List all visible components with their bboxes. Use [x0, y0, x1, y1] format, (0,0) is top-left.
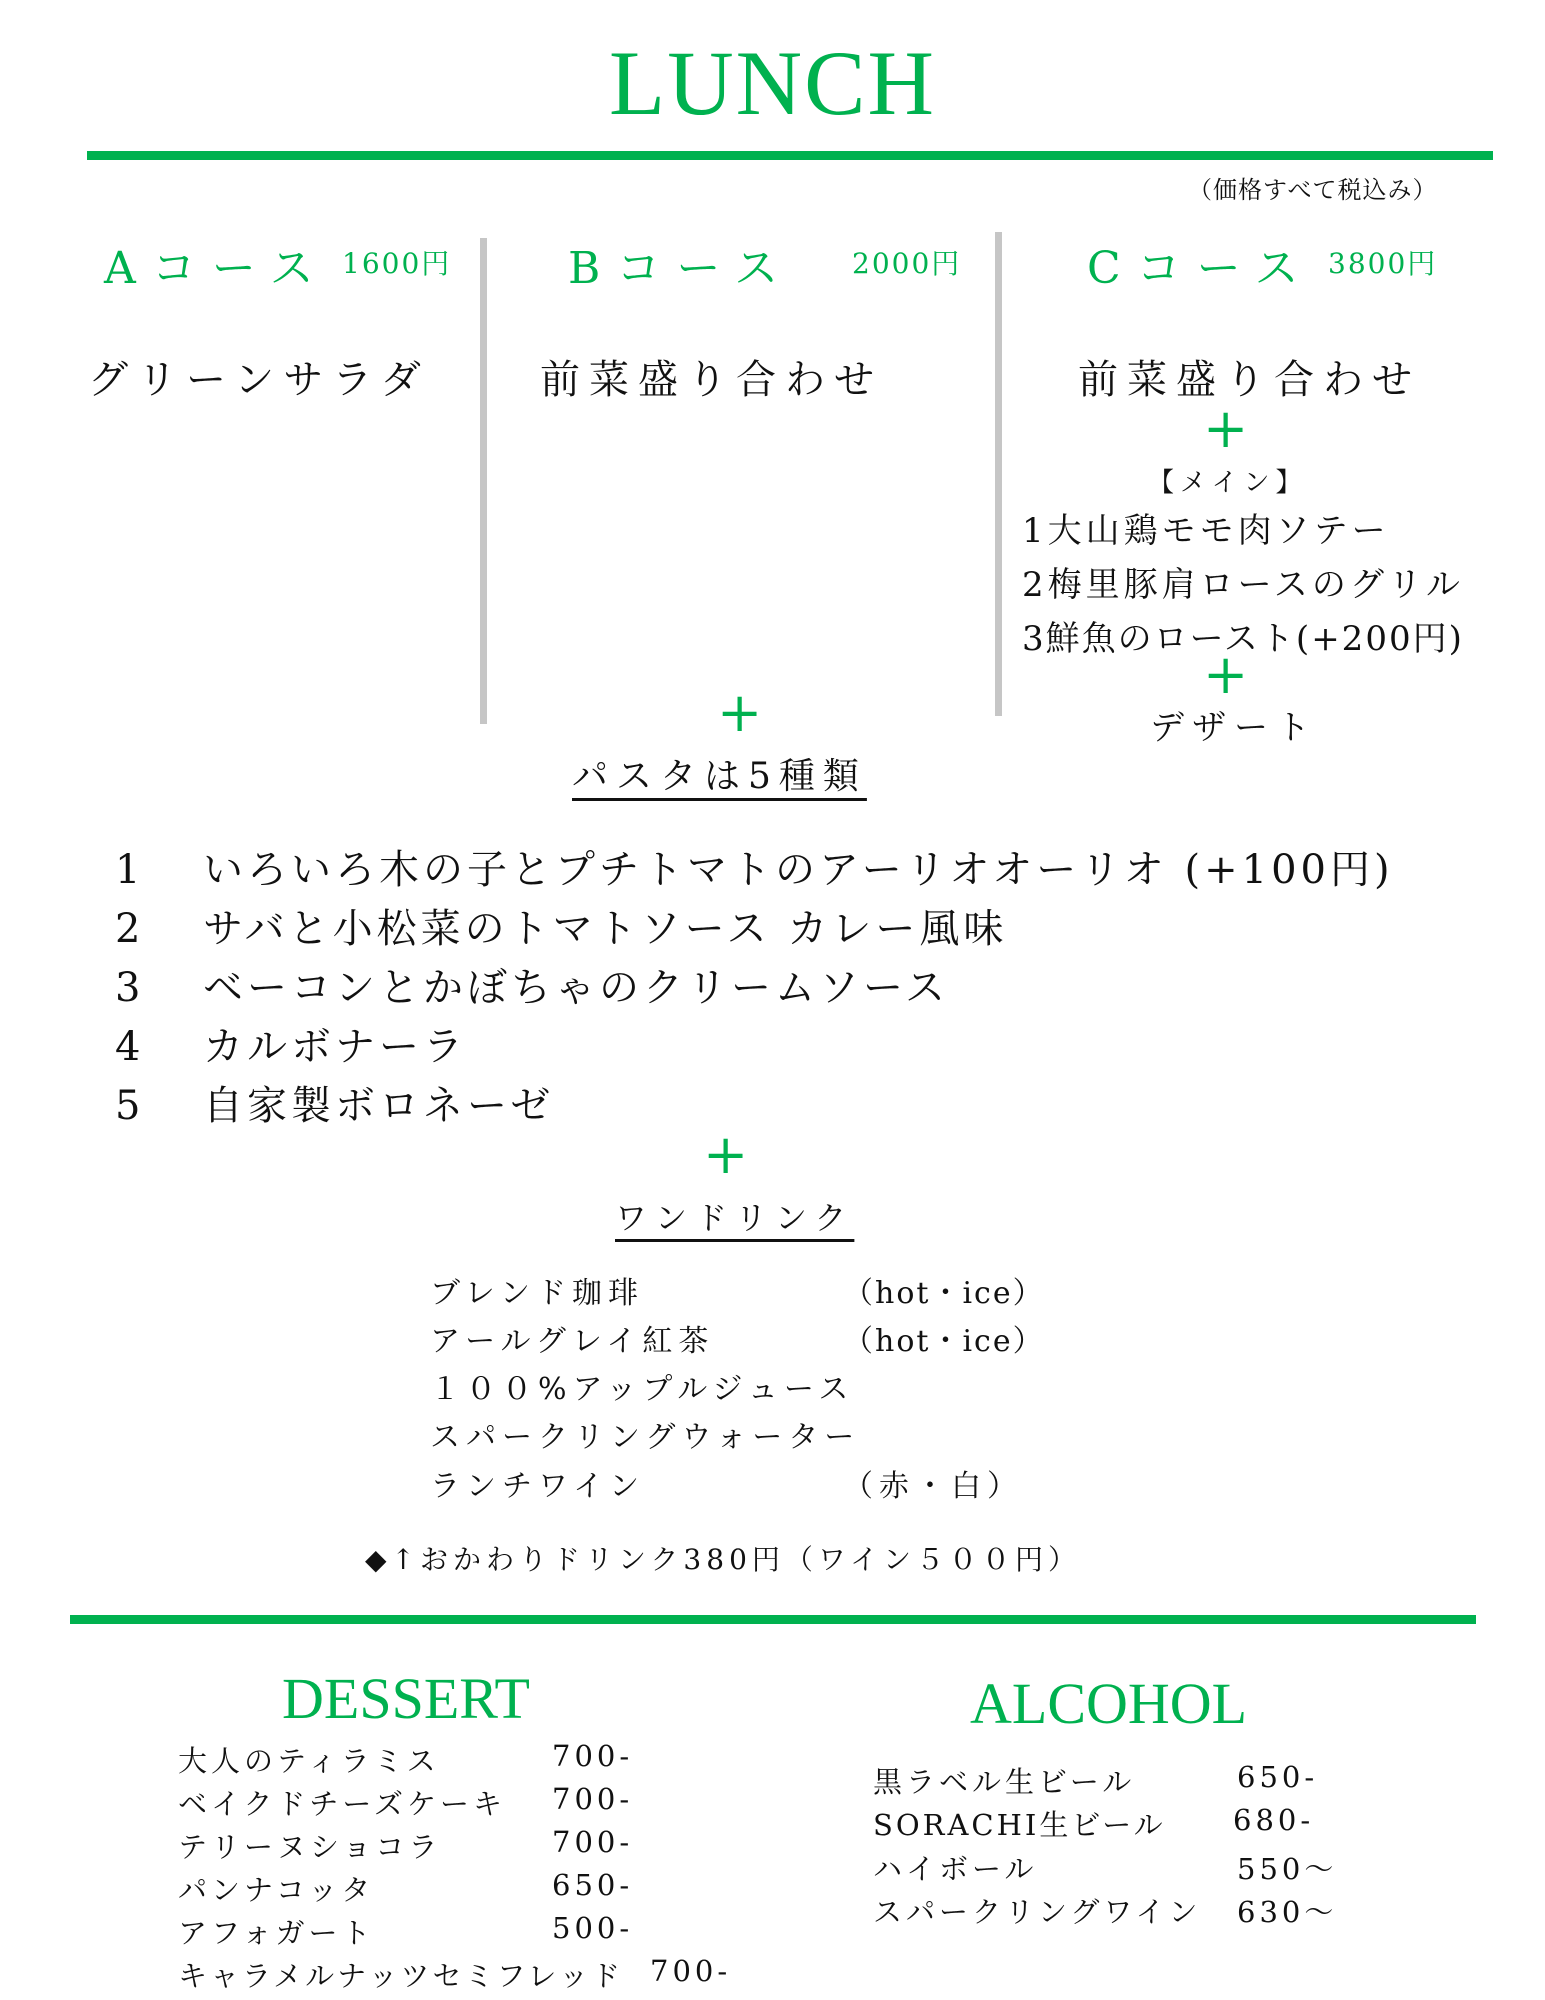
pasta-number: 5 — [115, 1083, 145, 1129]
drink-option: （赤・白） — [843, 1469, 1023, 1504]
dessert-item-price: 700- — [552, 1782, 634, 1816]
drink-name: スパークリングウォーター — [430, 1420, 861, 1455]
drink-name: １００%アップルジュース — [430, 1372, 855, 1407]
alcohol-item-name: SORACHI生ビール — [873, 1808, 1166, 1842]
dessert-item-price: 700- — [650, 1954, 732, 1988]
pasta-name: 自家製ボロネーゼ — [203, 1083, 555, 1129]
pasta-number: 2 — [115, 906, 145, 952]
course-a-name: Aコース — [104, 243, 330, 294]
column-divider-left — [480, 238, 487, 724]
plus-icon: + — [717, 681, 763, 744]
course-c-price: 3800円 — [1328, 247, 1438, 280]
dessert-title: DESSERT — [282, 1666, 530, 1731]
dessert-item-name: テリーヌショコラ — [178, 1830, 442, 1864]
pasta-heading: パスタは5種類 — [572, 756, 867, 797]
drink-option: （hot・ice） — [843, 1324, 1045, 1359]
course-b-dish: 前菜盛り合わせ — [540, 357, 883, 403]
dessert-item-name: パンナコッタ — [178, 1873, 375, 1907]
section-divider — [70, 1615, 1476, 1624]
course-b-name: Bコース — [568, 243, 795, 294]
dessert-item-name: アフォガート — [178, 1916, 375, 1950]
list-item — [115, 1015, 467, 1072]
pasta-name: いろいろ木の子とプチトマトのアーリオオーリオ (+100円) — [203, 847, 1394, 893]
course-c-dessert: デザート — [1150, 708, 1318, 748]
course-b-price: 2000円 — [852, 247, 962, 280]
lunch-top-rule — [87, 151, 1493, 160]
dessert-item-price: 700- — [552, 1825, 634, 1859]
pasta-number: 1 — [115, 847, 145, 893]
main-label: 【メイン】 — [1148, 468, 1308, 498]
pasta-name: カルボナーラ — [203, 1024, 467, 1070]
refill-note: ◆↑おかわりドリンク380円（ワイン５００円） — [365, 1543, 1082, 1576]
course-a-price: 1600円 — [342, 247, 452, 280]
alcohol-item-name: スパークリングワイン — [873, 1895, 1202, 1929]
main-item-3: 3鮮魚のロースト(+200円) — [1022, 619, 1464, 659]
tax-note: （価格すべて税込み） — [1188, 176, 1438, 204]
list-item — [115, 1074, 554, 1131]
list-item — [115, 897, 1007, 954]
alcohol-title: ALCOHOL — [970, 1671, 1248, 1736]
alcohol-item-price: 550〜 — [1237, 1852, 1338, 1886]
column-divider-right — [995, 232, 1002, 716]
course-c-name: Cコース — [1087, 243, 1315, 294]
pasta-number: 3 — [115, 965, 145, 1011]
plus-icon: + — [1203, 397, 1249, 460]
drink-name: アールグレイ紅茶 — [430, 1324, 715, 1359]
pasta-name: サバと小松菜のトマトソース カレー風味 — [203, 906, 1008, 952]
alcohol-item-price: 650- — [1237, 1760, 1319, 1794]
drink-option: （hot・ice） — [843, 1276, 1045, 1311]
alcohol-item-price: 680- — [1233, 1803, 1315, 1837]
dessert-item-name: ベイクドチーズケーキ — [178, 1787, 506, 1821]
dessert-item-name: 大人のティラミス — [178, 1744, 440, 1778]
plus-icon: + — [703, 1123, 749, 1186]
lunch-title: LUNCH — [609, 32, 936, 134]
alcohol-item-name: ハイボール — [873, 1852, 1038, 1886]
dessert-item-price: 700- — [552, 1739, 634, 1773]
plus-icon: + — [1203, 643, 1249, 706]
alcohol-item-name: 黒ラベル生ビール — [873, 1765, 1136, 1799]
dessert-item-price: 650- — [552, 1868, 634, 1902]
main-item-2: 2梅里豚肩ロースのグリル — [1022, 565, 1464, 605]
pasta-name: ベーコンとかぼちゃのクリームソース — [203, 965, 949, 1011]
list-item — [115, 838, 1394, 895]
list-item — [115, 956, 949, 1013]
drink-name: ランチワイン — [430, 1469, 646, 1504]
pasta-number: 4 — [115, 1024, 145, 1070]
drink-name: ブレンド珈琲 — [430, 1276, 645, 1311]
dessert-item-price: 500- — [552, 1911, 634, 1945]
drink-heading: ワンドリンク — [615, 1199, 855, 1237]
course-a-dish: グリーンサラダ — [88, 357, 430, 403]
alcohol-item-price: 630〜 — [1237, 1895, 1338, 1929]
course-c-dish: 前菜盛り合わせ — [1078, 357, 1421, 403]
main-item-1: 1大山鶏モモ肉ソテー — [1022, 511, 1390, 551]
dessert-item-name: キャラメルナッツセミフレッド — [178, 1959, 624, 1993]
